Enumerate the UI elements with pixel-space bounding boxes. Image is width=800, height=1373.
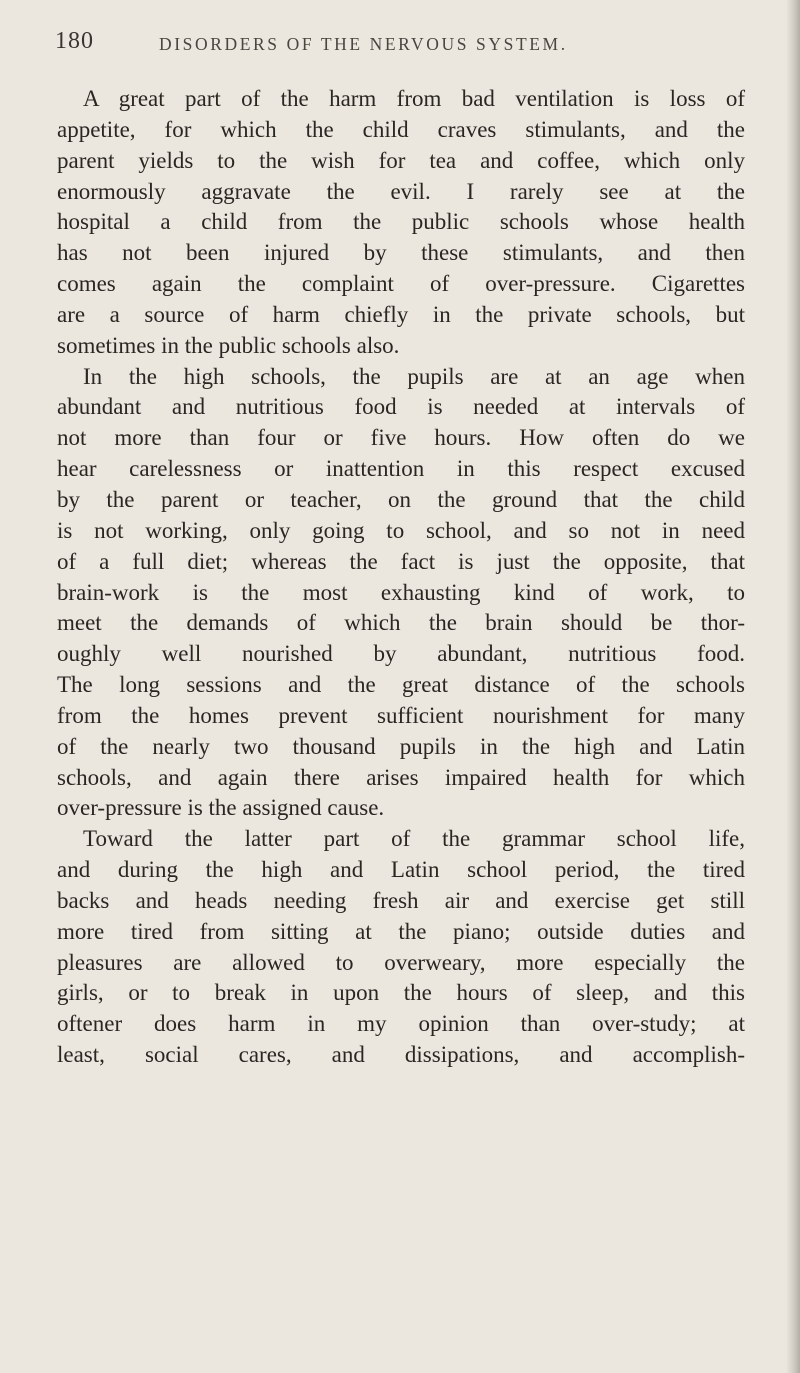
- text-line: A great part of the harm from bad ventilation is loss of: [83, 86, 745, 111]
- text-line: is not working, only going to school, and so not in need: [57, 517, 745, 543]
- text-line: of the nearly two thousand pupils in the high and Latin: [57, 733, 745, 759]
- running-head: DISORDERS OF THE NERVOUS SYSTEM.: [159, 34, 568, 54]
- text-line: comes again the complaint of over-pressure. Cigarettes: [57, 271, 745, 297]
- text-line: from the homes prevent sufficient nourishment for many: [57, 702, 745, 728]
- page-number: 180: [55, 28, 94, 54]
- text-line: and during the high and Latin school period, the tired: [57, 857, 745, 883]
- text-line: of a full diet; whereas the fact is just the opposite, that: [57, 548, 745, 574]
- text-line: parent yields to the wish for tea and coffee, which only: [57, 147, 745, 173]
- text-line: hear carelessness or inattention in this respect excused: [57, 456, 745, 482]
- text-line: sometimes in the public schools also.: [57, 332, 400, 358]
- page-header: [55, 28, 775, 62]
- text-line: hospital a child from the public schools whose health: [57, 209, 745, 235]
- text-line: has not been injured by these stimulants, and then: [57, 240, 745, 266]
- text-line: girls, or to break in upon the hours of sleep, and this: [57, 980, 745, 1006]
- text-line: by the parent or teacher, on the ground that the child: [57, 486, 745, 512]
- text-line: oftener does harm in my opinion than over-study; at: [57, 1011, 745, 1037]
- text-line: schools, and again there arises impaired health for which: [57, 764, 745, 790]
- text-line: pleasures are allowed to overweary, more especially the: [57, 949, 745, 975]
- page-edge-shadow: [786, 0, 800, 1373]
- text-line: Toward the latter part of the grammar school life,: [83, 826, 745, 852]
- text-line: more tired from sitting at the piano; outside duties and: [57, 918, 745, 944]
- text-line: backs and heads needing fresh air and exercise get still: [57, 887, 745, 913]
- text-line: meet the demands of which the brain should be thor-: [57, 610, 745, 636]
- text-line: over-pressure is the assigned cause.: [57, 795, 385, 821]
- text-line: enormously aggravate the evil. I rarely see at the: [57, 178, 745, 204]
- text-line: least, social cares, and dissipations, and accomplish-: [57, 1042, 745, 1068]
- text-line: oughly well nourished by abundant, nutritious food.: [57, 641, 745, 667]
- body-text: [57, 84, 745, 1071]
- text-line: In the high schools, the pupils are at an age when: [83, 363, 745, 389]
- text-line: are a source of harm chiefly in the private schools, but: [57, 301, 745, 327]
- text-line: abundant and nutritious food is needed at intervals of: [57, 394, 745, 420]
- text-line: The long sessions and the great distance of the schools: [57, 672, 745, 698]
- text-line: not more than four or five hours. How often do we: [57, 425, 745, 451]
- text-line: brain-work is the most exhausting kind of work, to: [57, 579, 745, 605]
- text-line: appetite, for which the child craves stimulants, and the: [57, 116, 745, 142]
